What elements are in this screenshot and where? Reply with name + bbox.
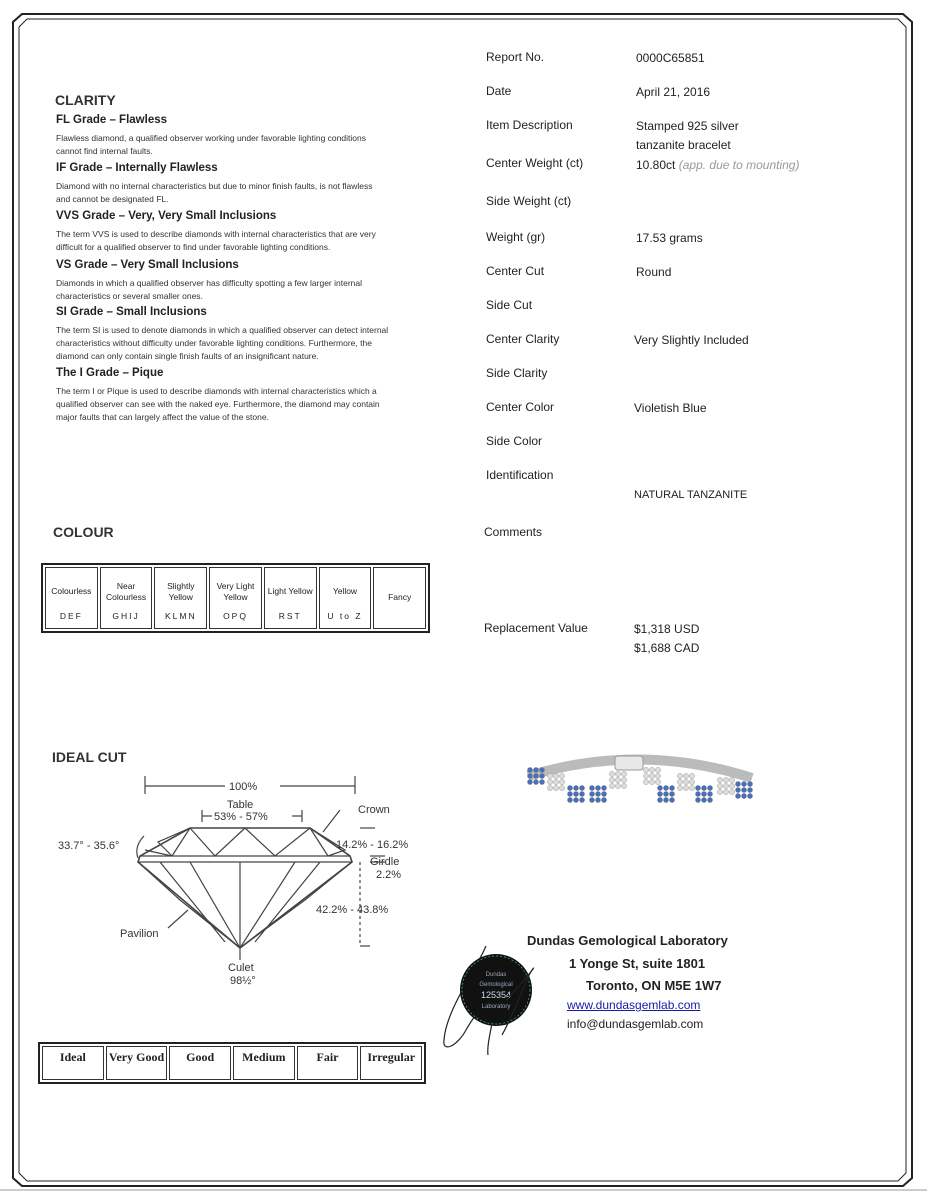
replacement-cad: $1,688 CAD <box>634 641 700 655</box>
colour-cell <box>100 567 153 629</box>
clarity-grade-heading: SI Grade – Small Inclusions <box>56 306 207 318</box>
bracelet-stone <box>615 783 620 788</box>
bracelet-stone <box>677 773 682 778</box>
bracelet-stone <box>735 787 740 792</box>
bracelet-stone <box>601 797 606 802</box>
center-weight-label: Center Weight (ct) <box>486 156 584 170</box>
bracelet-stone <box>689 785 694 790</box>
colour-cell <box>319 567 372 629</box>
bracelet-stone <box>707 797 712 802</box>
bracelet-stone <box>701 791 706 796</box>
diamond-girdle-value: 2.2% <box>376 869 402 881</box>
bracelet-stone <box>579 797 584 802</box>
bracelet-stone <box>527 779 532 784</box>
bracelet-stone <box>649 773 654 778</box>
lab-seal-hologram <box>436 940 556 1060</box>
bracelet-stone <box>655 767 660 772</box>
colour-cell-grades: DEF <box>59 611 83 621</box>
bracelet-stone <box>643 773 648 778</box>
diamond-table-label: Table <box>227 799 254 811</box>
bracelet-stone <box>579 785 584 790</box>
bracelet-stone <box>669 785 674 790</box>
bracelet-stone <box>567 791 572 796</box>
colour-cell <box>209 567 262 629</box>
bracelet-stone <box>657 785 662 790</box>
colour-cell-grades: GHIJ <box>112 611 140 621</box>
bracelet-stone <box>547 779 552 784</box>
date-label: Date <box>486 84 512 98</box>
cut-grade-cell: Irregular <box>360 1046 422 1080</box>
bracelet-stone <box>663 785 668 790</box>
bracelet-stone <box>579 791 584 796</box>
bracelet-stone <box>539 773 544 778</box>
colour-cell-grades: OPQ <box>223 611 248 621</box>
colour-scale-table <box>41 563 430 633</box>
bracelet-stone <box>547 773 552 778</box>
weight-value: 17.53 grams <box>636 231 703 245</box>
clarity-description-line: major faults that can largely affect the value of the stone. <box>56 412 269 422</box>
clarity-grade-description <box>56 324 416 363</box>
clarity-grade-description <box>56 385 416 424</box>
diamond-table-range: 53% - 57% <box>214 811 268 823</box>
center-color-label: Center Color <box>486 400 555 414</box>
bracelet-stone <box>609 771 614 776</box>
bracelet-photo <box>520 748 760 824</box>
bracelet-stone <box>595 797 600 802</box>
bracelet-stone <box>723 789 728 794</box>
bracelet-stone <box>533 773 538 778</box>
clarity-description-line: diamond can only contain single finish faults of an insignificant nature. <box>56 351 319 361</box>
bracelet-stone <box>643 779 648 784</box>
clarity-description-line: qualified observer can see with the naked eye. Furthermore, the diamond may contain <box>56 399 380 409</box>
svg-text:125354: 125354 <box>480 990 512 1000</box>
bracelet-stone <box>589 791 594 796</box>
diamond-crown-height: 14.2% - 16.2% <box>336 839 409 851</box>
bracelet-stone <box>601 785 606 790</box>
bracelet-stone <box>621 777 626 782</box>
center-cut-label: Center Cut <box>486 264 545 278</box>
clarity-grade-description <box>56 277 416 303</box>
bracelet-stone <box>559 779 564 784</box>
bracelet-stone <box>695 797 700 802</box>
bracelet-stone <box>559 785 564 790</box>
bracelet-stone <box>669 797 674 802</box>
diamond-girdle-label: Girdle <box>370 856 400 868</box>
colour-cell <box>373 567 426 629</box>
diamond-culet-label: Culet <box>228 962 254 974</box>
bracelet-stone <box>723 783 728 788</box>
bracelet-stone <box>655 779 660 784</box>
center-weight-value <box>636 158 799 172</box>
cut-grade-table <box>38 1042 426 1084</box>
colour-cell <box>45 567 98 629</box>
bracelet-stone <box>547 785 552 790</box>
item-description-line1: Stamped 925 silver <box>636 119 739 133</box>
bracelet-stone <box>609 783 614 788</box>
colour-cell-label: Colourless <box>51 586 92 596</box>
identification-value: NATURAL TANZANITE <box>634 489 748 501</box>
lab-name: Dundas Gemological Laboratory <box>527 933 728 948</box>
clarity-description-line: The term SI is used to denote diamonds in which a qualified observer can detect internal <box>56 325 389 335</box>
bracelet-stone <box>533 767 538 772</box>
bracelet-stone <box>695 791 700 796</box>
colour-cell-label: Near Colourless <box>106 580 147 602</box>
bracelet-stone <box>615 771 620 776</box>
bracelet-stone <box>655 773 660 778</box>
lab-address-line1: 1 Yonge St, suite 1801 <box>569 956 706 971</box>
side-weight-label: Side Weight (ct) <box>486 194 572 208</box>
bracelet-stone <box>729 783 734 788</box>
clarity-grade-heading: FL Grade – Flawless <box>56 114 168 126</box>
bracelet-stone <box>695 785 700 790</box>
center-clarity-label: Center Clarity <box>486 332 560 346</box>
clarity-description-line: The term VVS is used to describe diamonds with internal characteristics that are very <box>56 229 376 239</box>
bracelet-stone <box>649 767 654 772</box>
clarity-grade-heading: The I Grade – Pique <box>56 367 164 379</box>
clarity-title: CLARITY <box>55 92 116 108</box>
bracelet-stone <box>615 777 620 782</box>
bracelet-stone <box>735 793 740 798</box>
bracelet-stone <box>643 767 648 772</box>
center-clarity-value: Very Slightly Included <box>634 333 749 347</box>
bracelet-stone <box>527 773 532 778</box>
comments-label: Comments <box>484 525 543 539</box>
diamond-cut-diagram <box>40 770 440 990</box>
svg-text:Dundas: Dundas <box>485 972 507 978</box>
clarity-grade-description <box>56 132 416 158</box>
center-weight-amount: 10.80ct <box>636 158 676 172</box>
colour-cell-grades: KLMN <box>164 611 197 621</box>
date-value: April 21, 2016 <box>636 85 711 99</box>
colour-cell-grades: U to Z <box>327 611 363 621</box>
bracelet-stone <box>717 777 722 782</box>
diamond-culet-value: 98½° <box>230 975 256 987</box>
colour-cell-label: Very Light Yellow <box>216 580 255 602</box>
cut-grade-cell: Ideal <box>42 1046 104 1080</box>
clarity-description-line: The term I or Pique is used to describe diamonds with internal characteristics which a <box>56 386 377 396</box>
bracelet-stone <box>573 785 578 790</box>
colour-cell-grades: RST <box>278 611 302 621</box>
bracelet-stone <box>657 797 662 802</box>
bracelet-stone <box>689 779 694 784</box>
cut-grade-cell: Good <box>169 1046 231 1080</box>
bracelet-stone <box>741 781 746 786</box>
lab-email: info@dundasgemlab.com <box>567 1017 704 1031</box>
colour-cell-label: Fancy <box>388 591 412 602</box>
bracelet-stone <box>735 781 740 786</box>
bracelet-stone <box>621 783 626 788</box>
bracelet-stone <box>717 789 722 794</box>
side-clarity-label: Side Clarity <box>486 366 548 380</box>
bracelet-stone <box>589 797 594 802</box>
clarity-description-line: difficult for a qualified observer to find under favorable lighting conditions. <box>56 242 331 252</box>
bracelet-stone <box>649 779 654 784</box>
center-weight-note: (app. due to mounting) <box>678 158 800 172</box>
bracelet-stone <box>567 785 572 790</box>
colour-title: COLOUR <box>53 524 114 540</box>
bracelet-stone <box>701 797 706 802</box>
bracelet-stone <box>677 779 682 784</box>
bracelet-stone <box>701 785 706 790</box>
bracelet-stone <box>601 791 606 796</box>
bracelet-stone <box>683 773 688 778</box>
clarity-grade-heading: VS Grade – Very Small Inclusions <box>56 259 239 271</box>
cut-grade-cell: Fair <box>297 1046 359 1080</box>
bracelet-stone <box>621 771 626 776</box>
identification-label: Identification <box>486 468 554 482</box>
bracelet-stone <box>741 787 746 792</box>
bracelet-stone <box>707 791 712 796</box>
diamond-crown-label: Crown <box>358 804 390 816</box>
bracelet-stone <box>677 785 682 790</box>
bracelet-stone <box>707 785 712 790</box>
center-cut-value: Round <box>636 265 672 279</box>
bracelet-stone <box>595 785 600 790</box>
replacement-value-label: Replacement Value <box>484 621 588 635</box>
clarity-description-line: and cannot be designated FL. <box>56 194 169 204</box>
bracelet-stone <box>747 781 752 786</box>
clarity-description-line: cannot find internal faults. <box>56 146 153 156</box>
bracelet-stone <box>553 785 558 790</box>
svg-text:Laboratory: Laboratory <box>481 1004 511 1010</box>
bracelet-stone <box>729 777 734 782</box>
colour-cell-label: Light Yellow <box>267 586 313 596</box>
clarity-description-line: Diamonds in which a qualified observer has difficulty spotting a few larger internal <box>56 278 363 288</box>
lab-website-link[interactable]: www.dundasgemlab.com <box>567 998 701 1012</box>
bracelet-stone <box>683 785 688 790</box>
side-color-label: Side Color <box>486 434 543 448</box>
replacement-usd: $1,318 USD <box>634 622 700 636</box>
report-no-label: Report No. <box>486 50 545 64</box>
diamond-crown-angle: 33.7° - 35.6° <box>58 840 120 852</box>
report-no-value: 0000C65851 <box>636 51 705 65</box>
bracelet-stone <box>723 777 728 782</box>
clarity-grade-heading: IF Grade – Internally Flawless <box>56 162 218 174</box>
bracelet-stone <box>669 791 674 796</box>
side-cut-label: Side Cut <box>486 298 533 312</box>
bracelet-stone <box>657 791 662 796</box>
bracelet-stone <box>663 791 668 796</box>
cut-grade-cell: Medium <box>233 1046 295 1080</box>
clarity-grade-heading: VVS Grade – Very, Very Small Inclusions <box>56 210 277 222</box>
svg-text:Gemological: Gemological <box>479 982 513 988</box>
cut-grade-cell: Very Good <box>106 1046 168 1080</box>
clarity-description-line: Diamond with no internal characteristics but due to minor finish faults, is not flawless <box>56 181 373 191</box>
weight-label: Weight (gr) <box>486 230 546 244</box>
bracelet-stone <box>553 779 558 784</box>
ideal-cut-title: IDEAL CUT <box>52 749 127 765</box>
lab-address-line2: Toronto, ON M5E 1W7 <box>586 978 722 993</box>
bracelet-stone <box>567 797 572 802</box>
bracelet-stone <box>533 779 538 784</box>
diamond-pavilion-depth: 42.2% - 43.8% <box>316 904 389 916</box>
bracelet-stone <box>539 779 544 784</box>
clarity-description-line: characteristics without difficulty under favorable lighting conditions. Furthermore, the <box>56 338 372 348</box>
bracelet-stone <box>747 793 752 798</box>
bracelet-stone <box>573 791 578 796</box>
colour-cell-label: Yellow <box>332 586 358 596</box>
diamond-pavilion-label: Pavilion <box>120 928 159 940</box>
bracelet-stone <box>729 789 734 794</box>
bracelet-stone <box>539 767 544 772</box>
clarity-description-line: Flawless diamond, a qualified observer working under favorable lighting conditions <box>56 133 366 143</box>
bracelet-stone <box>589 785 594 790</box>
colour-cell <box>154 567 207 629</box>
bracelet-stone <box>595 791 600 796</box>
bracelet-stone <box>683 779 688 784</box>
bracelet-stone <box>527 767 532 772</box>
clarity-description-line: characteristics or several smaller ones. <box>56 291 203 301</box>
bracelet-stone <box>559 773 564 778</box>
bracelet-stone <box>747 787 752 792</box>
colour-cell-label: Slightly Yellow <box>167 580 195 602</box>
item-description-line2: tanzanite bracelet <box>636 138 731 152</box>
bracelet-stone <box>663 797 668 802</box>
bracelet-stone <box>689 773 694 778</box>
center-color-value: Violetish Blue <box>634 401 707 415</box>
clarity-grade-description <box>56 228 416 254</box>
bracelet-stone <box>741 793 746 798</box>
item-description-label: Item Description <box>486 118 573 132</box>
colour-cell <box>264 567 317 629</box>
bracelet-stone <box>717 783 722 788</box>
bracelet-stone <box>553 773 558 778</box>
diamond-width-label: 100% <box>229 781 258 793</box>
bracelet-stone <box>609 777 614 782</box>
clarity-grade-description <box>56 180 416 206</box>
bracelet-stone <box>573 797 578 802</box>
